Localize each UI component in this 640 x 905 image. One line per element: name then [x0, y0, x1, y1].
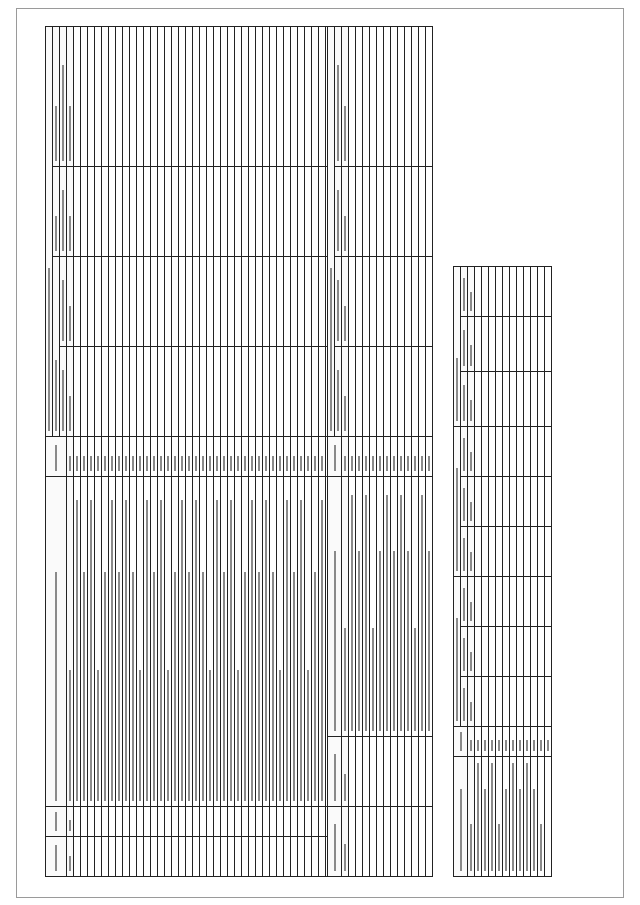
table-row [419, 27, 426, 877]
table-row [475, 266, 482, 876]
table-row [503, 266, 510, 876]
table-row [482, 266, 489, 876]
table-row [370, 27, 377, 877]
table-row [186, 27, 193, 877]
table-row [517, 266, 524, 876]
table-2-body [349, 27, 433, 877]
table-1-body [74, 27, 340, 877]
table-row [123, 27, 130, 877]
table-row [95, 27, 102, 877]
table-row [349, 27, 356, 877]
table-row [130, 27, 137, 877]
table-row [172, 27, 179, 877]
table-row [377, 27, 384, 877]
table-row [356, 27, 363, 877]
table-3-body [475, 266, 545, 876]
table-row [179, 27, 186, 877]
table-row [284, 27, 291, 877]
table-row [391, 27, 398, 877]
document-page [16, 8, 624, 898]
table-row [277, 27, 284, 877]
table-row [305, 27, 312, 877]
table-row [426, 27, 433, 877]
table-row [531, 266, 538, 876]
table-3 [453, 266, 552, 877]
table-row [524, 266, 531, 876]
table-1-header-row [46, 27, 53, 877]
table-3-header-row [454, 266, 461, 876]
table-row [221, 27, 228, 877]
total-label [545, 757, 552, 877]
table-2 [327, 26, 433, 877]
table-1-column-numbers [67, 27, 74, 877]
table-row [235, 27, 242, 877]
table-row [489, 266, 496, 876]
table-row [165, 27, 172, 877]
rotated-content [25, 17, 615, 887]
table-row [405, 27, 412, 877]
table-row [242, 27, 249, 877]
table-1 [45, 26, 340, 877]
table-row [312, 27, 319, 877]
table-row [496, 266, 503, 876]
table-row [116, 27, 123, 877]
table-row [291, 27, 298, 877]
table-row [412, 27, 419, 877]
table-2-header-row [328, 27, 335, 877]
table-row [81, 27, 88, 877]
table-row [263, 27, 270, 877]
table-row [384, 27, 391, 877]
table-row [137, 27, 144, 877]
table-row [144, 27, 151, 877]
table-row [538, 266, 545, 876]
table-row [102, 27, 109, 877]
table-row [214, 27, 221, 877]
table-row [363, 27, 370, 877]
table-row [249, 27, 256, 877]
table-row [109, 27, 116, 877]
table-row [298, 27, 305, 877]
table-row [228, 27, 235, 877]
table-3-total-row [545, 266, 552, 876]
table-row [207, 27, 214, 877]
table-row [270, 27, 277, 877]
table-row [88, 27, 95, 877]
table-row [74, 27, 81, 877]
table-row [510, 266, 517, 876]
table-row [158, 27, 165, 877]
table-row [151, 27, 158, 877]
table-row [256, 27, 263, 877]
table-row [319, 27, 326, 877]
table-row [200, 27, 207, 877]
table-row [193, 27, 200, 877]
table-row [398, 27, 405, 877]
